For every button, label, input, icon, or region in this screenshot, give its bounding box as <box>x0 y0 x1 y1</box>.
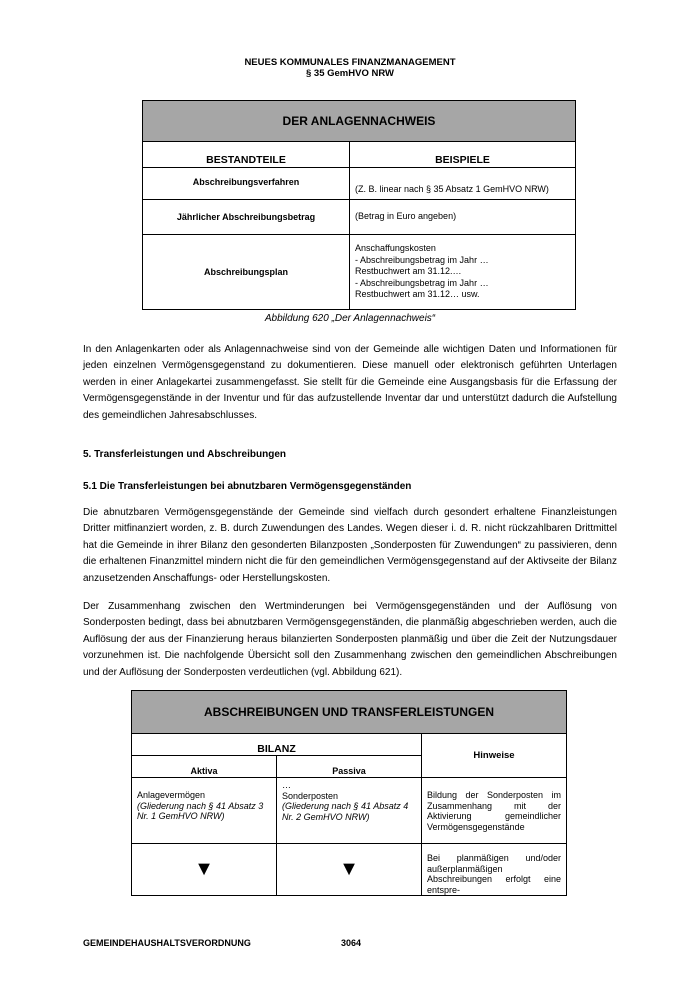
plan-line: Restbuchwert am 31.12… usw. <box>355 289 480 300</box>
row-label: Jährlicher Abschreibungsbetrag <box>143 200 350 235</box>
passiva-title: Sonderposten <box>282 790 339 801</box>
row-label: Abschreibungsverfahren <box>143 168 350 200</box>
row-label: Abschreibungsplan <box>143 235 350 310</box>
table-title: DER ANLAGENNACHWEIS <box>143 101 576 142</box>
header-title: NEUES KOMMUNALES FINANZMANAGEMENT <box>244 57 456 68</box>
plan-line: Anschaffungskosten <box>355 243 436 254</box>
abschreibungen-table <box>131 690 567 896</box>
aktiva-title: Anlagevermögen <box>137 790 206 800</box>
down-arrow-icon: ▼ <box>132 844 277 896</box>
section-heading: 5. Transferleistungen und Abschreibungen <box>83 449 286 460</box>
page-header <box>0 57 700 79</box>
paragraph: Der Zusammenhang zwischen den Wertminderungen bei Vermögensgegenständen und der Auflösung von Sonderposten bedingt, dass bei abnutzbaren Vermögensgegenständen, die planmäßig abgeschrieben werden, auch die Auflösung der aus der Finanzierung heraus bilanzierten Sonderposten planmäßig und über die Zeit der Nutzungsdauer vorzunehmen ist. Die nachfolgende Übersicht soll den Zusammenhang zwischen den gemeindlichen Abschreibungen und der Auflösung der Sonderposten verdeutlichen (vgl. Abbildung 621). <box>83 601 617 678</box>
table-title: ABSCHREIBUNGEN UND TRANSFERLEISTUNGEN <box>132 691 567 734</box>
hinweis-text: Bildung der Sonderposten im Zusammenhang mit der Aktivierung gemeindlicher Vermögensgegenstände <box>422 778 567 844</box>
header-subtitle: § 35 GemHVO NRW <box>306 68 394 79</box>
passiva-header: Passiva <box>277 756 422 778</box>
bilanz-header: BILANZ <box>132 734 422 756</box>
passiva-cell <box>277 778 422 844</box>
footer-title: GEMEINDEHAUSHALTSVERORDNUNG <box>83 938 251 948</box>
column-header-bestandteile: BESTANDTEILE <box>143 142 350 168</box>
table-row <box>143 200 576 235</box>
aktiva-header: Aktiva <box>132 756 277 778</box>
row-example <box>350 235 576 310</box>
table-row <box>132 844 567 896</box>
plan-line: - Abschreibungsbetrag im Jahr … <box>355 277 489 288</box>
hinweise-header: Hinweise <box>422 734 567 778</box>
table-row <box>132 778 567 844</box>
passiva-ellipsis: … <box>282 780 291 790</box>
anlagennachweis-table <box>142 100 576 310</box>
figure-caption: Abbildung 620 „Der Anlagennachweis“ <box>264 313 436 324</box>
row-example: (Z. B. linear nach § 35 Absatz 1 GemHVO NRW) <box>350 168 576 200</box>
hinweis-text: Bei planmäßigen und/oder außerplanmäßigen Abschreibungen erfolgt eine entspre- <box>422 844 567 896</box>
aktiva-note: (Gliederung nach § 41 Absatz 3 Nr. 1 GemHVO NRW) <box>137 800 264 821</box>
plan-line: Restbuchwert am 31.12.… <box>355 266 462 277</box>
down-arrow-icon: ▼ <box>277 844 422 896</box>
page-number: 3064 <box>341 938 362 948</box>
row-example: (Betrag in Euro angeben) <box>350 200 576 235</box>
table-row <box>143 168 576 200</box>
subsection-heading: 5.1 Die Transferleistungen bei abnutzbaren Vermögensgegenständen <box>83 481 412 492</box>
table-row <box>143 235 576 310</box>
passiva-note: (Gliederung nach § 41 Absatz 4 Nr. 2 GemHVO NRW) <box>282 801 409 822</box>
paragraph: Die abnutzbaren Vermögensgegenstände der Gemeinde sind vielfach durch gesondert erhaltene Finanzleistungen Dritter mitfinanziert worden, z. B. durch Zuwendungen des Landes. Wegen dieser i. d. R. nicht rückzahlbaren Drittmittel hat die Gemeinde in ihrer Bilanz den gesonderten Bilanzposten „Sonderposten für Zuwendungen“ zu passivieren, denn die erhaltenen Finanzmittel mindern nicht die für den gemeindlichen Vermögensgegenstand auf der Aktivseite der Bilanz anzusetzenden Anschaffungs- oder Herstellungskosten. <box>83 507 617 584</box>
paragraph: In den Anlagenkarten oder als Anlagennachweise sind von der Gemeinde alle wichtigen Daten und Informationen für jeden einzelnen Vermögensgegenstand zu dokumentieren. Diese manuell oder elektronisch geführten Unterlagen werden in einer Anlagekartei zusammengefasst. Sie stellt für die Gemeinde eine Ausgangsbasis für die Erfassung der Vermögensgegenstände in der Inventur und für das aufzustellende Inventar dar und unterstützt dadurch die Aufstellung des gemeindlichen Jahresabschlusses. <box>83 344 617 421</box>
plan-line: - Abschreibungsbetrag im Jahr … <box>355 254 489 265</box>
aktiva-cell <box>132 778 277 844</box>
column-header-beispiele: BEISPIELE <box>350 142 576 168</box>
